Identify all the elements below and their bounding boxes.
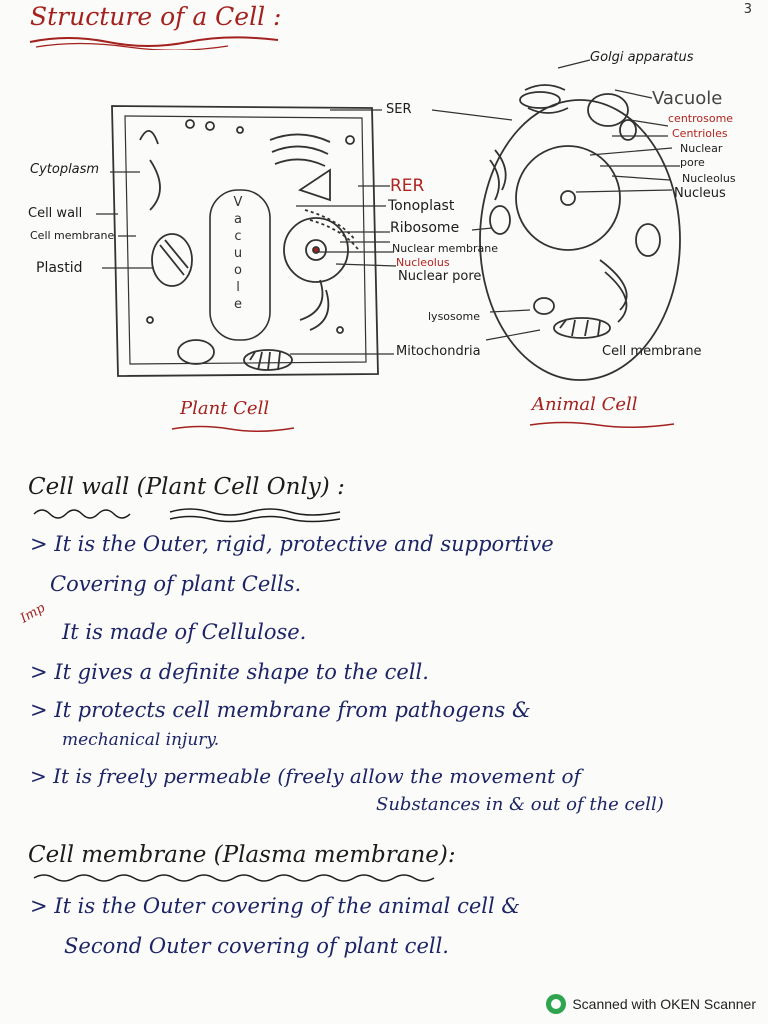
cell-wall-point-4: > It protects cell membrane from pathogens & — [30, 698, 531, 722]
caption-animal-cell: Animal Cell — [532, 394, 638, 415]
scanner-watermark — [546, 994, 756, 1014]
label-golgi: Golgi apparatus — [590, 50, 694, 65]
cell-wall-point-5: > It is freely permeable (freely allow the movement of — [30, 764, 581, 788]
cell-wall-point-1-cont: Covering of plant Cells. — [50, 572, 302, 596]
label-plant-vacuole: V a c u o l e — [233, 195, 243, 312]
cell-wall-point-1: > It is the Outer, rigid, protective and supportive — [30, 532, 554, 556]
label-nuclear-pore: Nuclear pore — [398, 269, 482, 284]
label-animal-cell-membrane: Cell membrane — [602, 344, 702, 359]
section-cell-membrane-underline — [30, 870, 450, 886]
label-cytoplasm: Cytoplasm — [30, 162, 100, 177]
cell-wall-point-5-cont: Substances in & out of the cell) — [376, 794, 664, 815]
label-animal-nuclear-pore: Nuclear pore — [680, 142, 723, 169]
scanner-text: Scanned with OKEN Scanner — [572, 996, 756, 1012]
label-ser: SER — [386, 102, 412, 117]
label-cell-membrane: Cell membrane — [30, 229, 115, 242]
caption-plant-underline — [170, 422, 300, 436]
label-animal-nucleolus: Nucleolus — [682, 172, 736, 185]
label-lysosome: lysosome — [428, 310, 480, 323]
caption-plant-cell: Plant Cell — [180, 398, 270, 419]
label-nucleolus: Nucleolus — [396, 256, 450, 269]
section-cell-wall-heading: Cell wall (Plant Cell Only) : — [28, 474, 345, 500]
cell-wall-point-4-cont: mechanical injury. — [62, 730, 220, 750]
section-cell-wall-underline — [30, 504, 370, 524]
cell-membrane-point-1-cont: Second Outer covering of plant cell. — [64, 934, 449, 958]
label-mitochondria: Mitochondria — [396, 344, 481, 359]
label-cell-wall: Cell wall — [28, 206, 83, 221]
label-nuclear-membrane: Nuclear membrane — [392, 242, 499, 255]
label-centrosome: centrosome — [668, 112, 734, 125]
label-rer: RER — [390, 176, 425, 196]
scanner-logo-icon — [546, 994, 566, 1014]
page-number: 3 — [743, 2, 752, 17]
caption-animal-underline — [528, 418, 678, 432]
cell-membrane-point-1: > It is the Outer covering of the animal cell & — [30, 894, 521, 918]
label-plastid: Plastid — [36, 260, 83, 276]
label-ribosome: Ribosome — [390, 220, 460, 236]
imp-mark: Imp — [17, 600, 48, 627]
label-nucleus: Nucleus — [674, 186, 726, 201]
cell-wall-point-2: It is made of Cellulose. — [62, 620, 307, 644]
label-animal-vacuole: Vacuole — [652, 88, 723, 109]
cell-wall-point-3: > It gives a definite shape to the cell. — [30, 660, 429, 684]
label-centrioles: Centrioles — [672, 127, 728, 140]
page-title: Structure of a Cell : — [30, 2, 282, 31]
label-tonoplast: Tonoplast — [388, 198, 455, 214]
section-cell-membrane-heading: Cell membrane (Plasma membrane): — [28, 842, 456, 868]
